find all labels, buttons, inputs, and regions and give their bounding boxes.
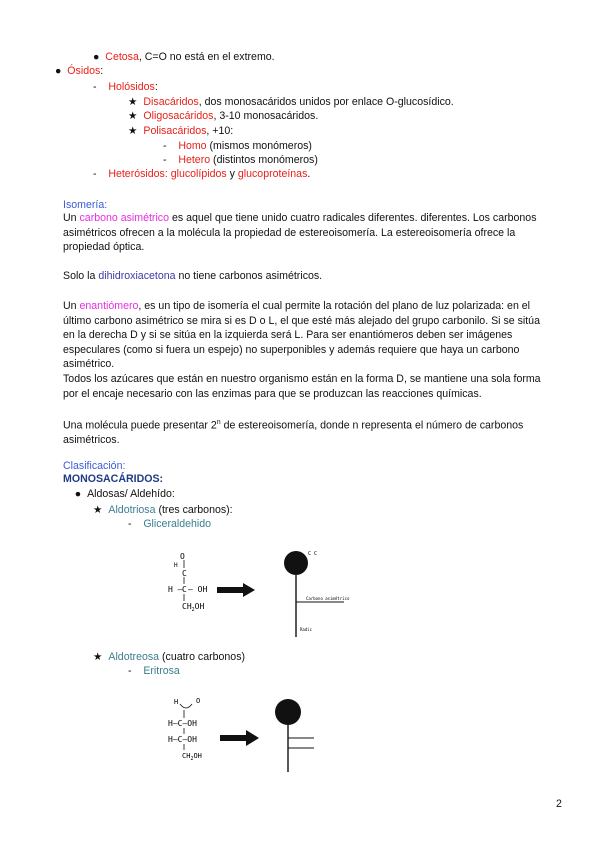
list-item-polisacaridos: ★ Polisacáridos, +10:: [128, 125, 234, 137]
list-item-aldotreosa: ★ Aldotreosa (cuatro carbonos): [93, 651, 246, 663]
star-icon: ★: [93, 651, 103, 663]
figure-gliceraldehido: [160, 545, 370, 645]
list-item-heterosidos: - Heterósidos: glucolípidos y glucoproteínas.: [93, 168, 311, 180]
fig1-h-label: H: [174, 562, 178, 569]
fig1-hcoh-c: C: [182, 585, 187, 594]
fig1-hcoh-left: H –: [168, 585, 183, 594]
dash-icon: -: [93, 168, 97, 180]
paragraph-dihidroxiacetona: Solo la dihidroxiacetona no tiene carbonos asimétricos.: [63, 270, 323, 282]
fig1-arm-label: Carbono asimétrico: [306, 596, 350, 601]
list-item-aldotriosa: ★ Aldotriosa (tres carbonos):: [93, 504, 233, 516]
bullet-icon: ●: [55, 65, 62, 77]
list-item-gliceraldehido: - Gliceraldehido: [128, 518, 212, 530]
list-item-osidos: ● Ósidos:: [55, 65, 104, 77]
list-item-hetero: - Hetero (distintos monómeros): [163, 154, 318, 166]
page-number: 2: [556, 798, 562, 810]
list-item-oligosacaridos: ★ Oligosacáridos, 3-10 monosacáridos.: [128, 110, 319, 122]
star-icon: ★: [128, 96, 138, 108]
list-item-eritrosa: - Eritrosa: [128, 665, 180, 677]
list-item-homo: - Homo (mismos monómeros): [163, 140, 312, 152]
fig1-ball: [284, 551, 308, 575]
fig1-top-note: C C: [308, 551, 318, 557]
arrow-head-icon: [243, 583, 255, 597]
fig2-row2: H–C–OH: [168, 735, 197, 744]
dash-icon: -: [163, 140, 167, 152]
star-icon: ★: [128, 110, 138, 122]
fig1-ch2oh: $CH_2OH$: [182, 602, 205, 613]
paragraph-carbono-asimetrico: Un carbono asimétrico es aquel que tiene unido cuatro radicales diferentes. diferentes. Los carbonos asimétricos ofrecen a la molécula la propiedad de estereoisomería. La estereoisomería ofrece la propiedad óptica.: [63, 212, 537, 254]
arrow-head-icon: [246, 730, 259, 746]
heading-isomeria: Isomería:: [63, 199, 108, 211]
fig2-ball: [275, 699, 301, 725]
dash-icon: -: [128, 665, 132, 677]
arrow-icon: [217, 587, 243, 593]
fig1-c-label: C: [182, 569, 187, 578]
paragraph-azucares: Todos los azúcares que están en nuestro organismo están en la forma D, se mantiene una sola forma por el encaje necesario con las enzimas para que se produzcan las reacciones químicas.: [63, 373, 541, 400]
dash-icon: -: [163, 154, 167, 166]
figure-eritrosa: [160, 692, 320, 782]
heading-monosacaridos: MONOSACÁRIDOS:: [63, 473, 164, 485]
fig2-h-label: H: [174, 698, 179, 706]
fig2-row1: H–C–OH: [168, 719, 197, 728]
heading-clasificacion: Clasificación:: [63, 460, 126, 472]
paragraph-enantiomero: Un enantiómero, es un tipo de isomería el cual permite la rotación del plano de luz polarizada: en el último carbono asimétrico se mira si es D o L, el que esté más alejado del grupo carbonilo. Si se sitúa en la derecha D y si se sitúa en la izquierda será L. Para ser enantiómeros deben ser imágenes especulares (como si fuera un espejo) no superponibles y además requiere que haya un carbono asimétrico.: [63, 300, 540, 371]
arrow-icon: [220, 735, 246, 741]
fig1-base-label: Radic: [300, 627, 313, 632]
bullet-icon: ●: [74, 488, 82, 500]
star-icon: ★: [93, 504, 103, 516]
fig2-ch2oh: $CH_2OH$: [182, 752, 202, 762]
paragraph-estereoisomeria: Una molécula puede presentar 2$^n$ de estereoisomería, donde n representa el número de carbonos asimétricos.: [63, 419, 524, 447]
bullet-icon: ●: [93, 51, 100, 63]
dash-icon: -: [93, 81, 97, 93]
fig2-o-label: O: [196, 697, 201, 705]
dash-icon: -: [128, 518, 132, 530]
list-item-disacaridos: ★ Disacáridos, dos monosacáridos unidos por enlace O-glucosídico.: [128, 96, 454, 108]
fig1-hcoh-right: – OH: [188, 585, 208, 594]
list-item-holosidos: - Holósidos:: [93, 81, 158, 93]
star-icon: ★: [128, 125, 138, 137]
list-item-aldosas: ● Aldosas/ Aldehído:: [74, 488, 175, 500]
list-item-cetosa: ● Cetosa, C=O no está en el extremo.: [93, 51, 275, 63]
fig1-o-label: O: [180, 552, 185, 561]
